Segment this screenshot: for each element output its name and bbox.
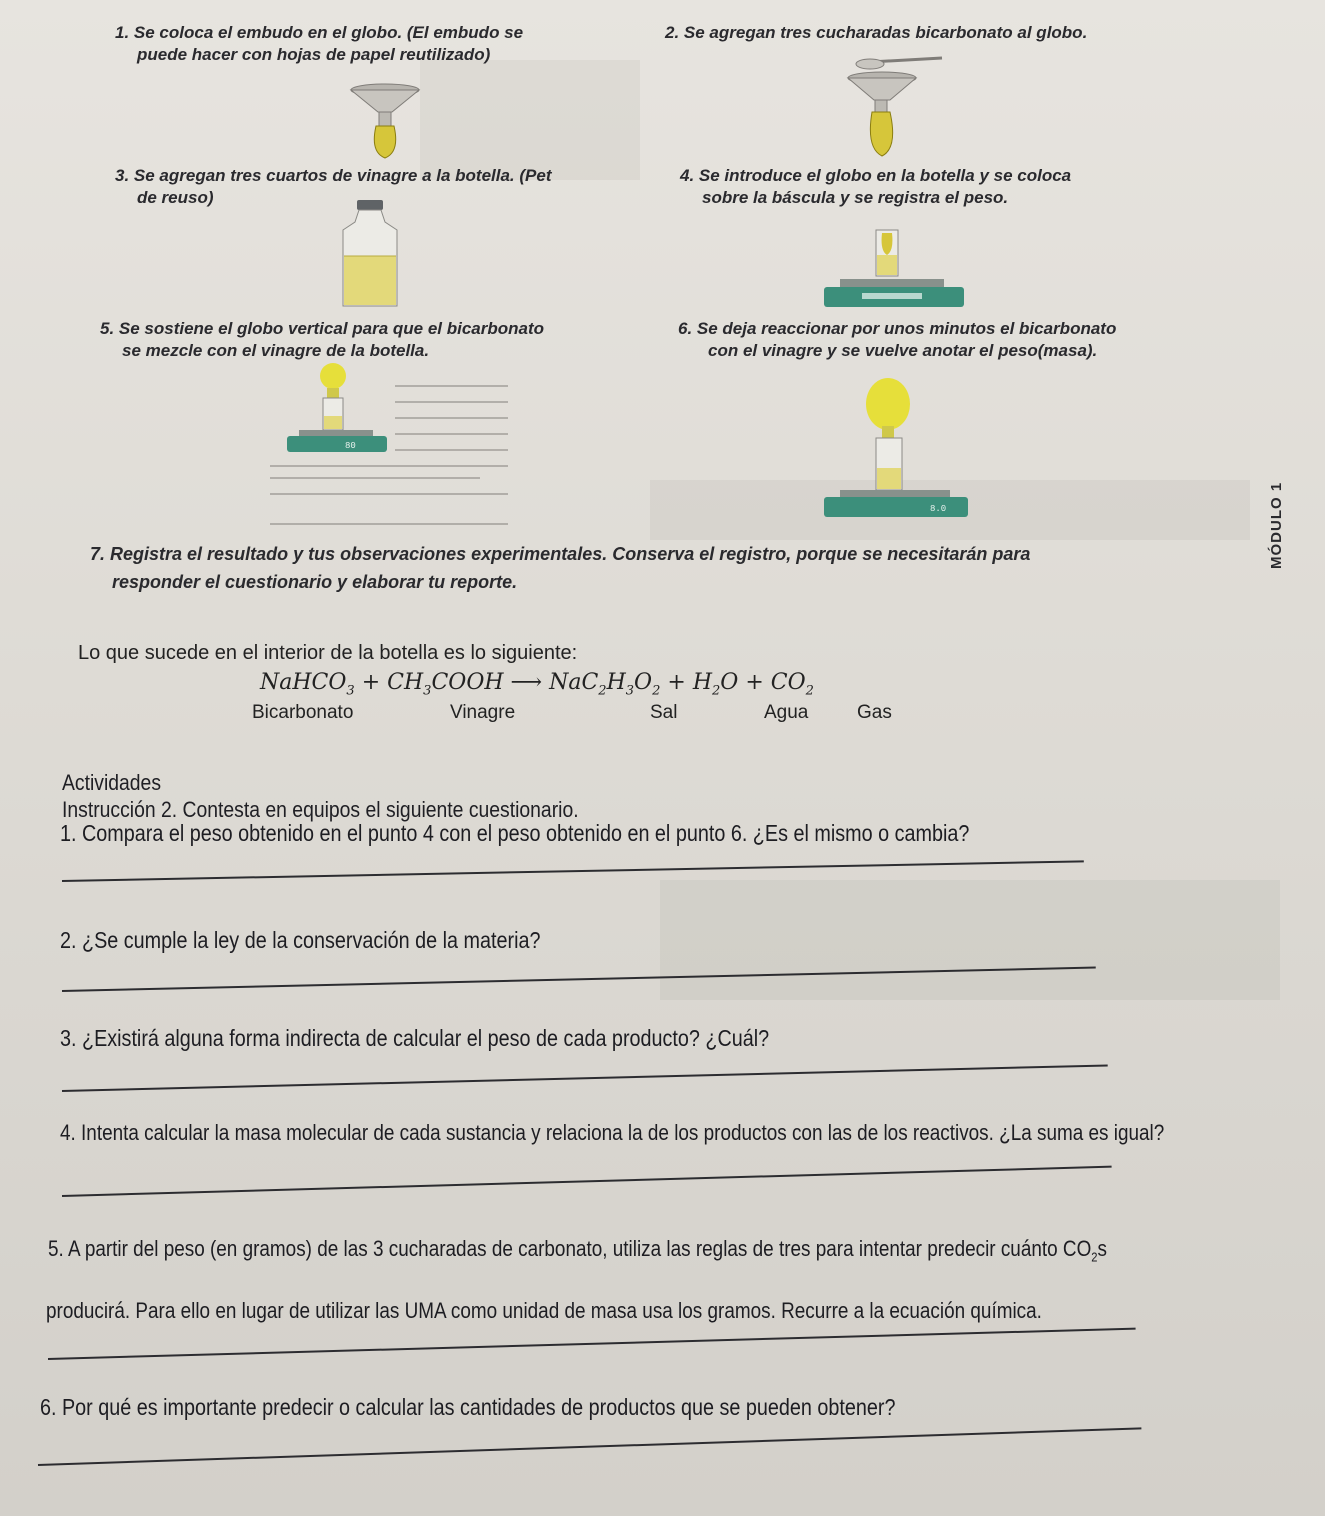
step-7-text: [90, 540, 1220, 596]
vinegar-bottle-illustration: [335, 200, 405, 310]
bottle-on-scale-illustration: [818, 225, 968, 317]
answer-line-1[interactable]: [62, 860, 1084, 882]
activities-title: Actividades: [62, 770, 162, 795]
product-3-subscript: 2: [805, 683, 814, 699]
show-through-texture: [420, 60, 640, 180]
instruction-2: Instrucción 2. Contesta en equipos el siguiente cuestionario.: [62, 797, 579, 822]
question-4: 4. Intenta calcular la masa molecular de cada sustancia y relaciona la de los productos con las de los reactivos. ¿La suma es igual?: [60, 1120, 1165, 1145]
reactant-2-part-b: COOH: [431, 670, 504, 695]
label-gas: Gas: [857, 702, 892, 723]
product-3-part-a: CO: [770, 670, 806, 695]
product-2-part-b: O: [720, 670, 739, 695]
step-2-line-1: 2. Se agregan tres cucharadas bicarbonato al globo.: [665, 23, 1088, 42]
step-3-line-2: de reuso): [137, 188, 214, 207]
step-4-text: [680, 165, 1200, 209]
co2-subscript: 2: [1091, 1249, 1098, 1265]
scale-readout-6: 8.0: [930, 504, 947, 514]
answer-line-3[interactable]: [62, 1064, 1108, 1092]
answer-line-5[interactable]: [48, 1328, 1136, 1360]
question-3: 3. ¿Existirá alguna forma indirecta de calcular el peso de cada producto? ¿Cuál?: [60, 1025, 770, 1051]
chemical-equation: NaHCO$_3$ + $CH_3COOH$ ⟶ $NaC_2H_3O_2 + H_2O + CO_2$: [260, 670, 814, 699]
reactant-1-subscript: 3: [346, 683, 355, 699]
reactant-1: NaHCO: [260, 670, 347, 695]
product-1-part-c: O: [634, 670, 653, 695]
product-1-subscript-3: 2: [652, 683, 661, 699]
step-6-line-2: con el vinagre y se vuelve anotar el peso(masa).: [708, 341, 1098, 360]
label-bicarbonato: Bicarbonato: [252, 702, 354, 723]
question-5-line-1: [48, 1236, 1107, 1264]
question-5-line-2: producirá. Para ello en lugar de utilizar las UMA como unidad de masa usa los gramos. Recurre a la ecuación química.: [46, 1298, 1042, 1323]
question-1: 1. Compara el peso obtenido en el punto 4 con el peso obtenido en el punto 6. ¿Es el mismo o cambia?: [60, 820, 970, 846]
step-2-text: [665, 22, 1185, 44]
step-3-line-1: 3. Se agregan tres cuartos de vinagre a la botella. (Pet: [115, 166, 552, 185]
label-vinagre: Vinagre: [450, 702, 516, 723]
product-1-part-a: NaC: [549, 670, 599, 695]
step-1-line-1: 1. Se coloca el embudo en el globo. (El embudo se: [115, 23, 524, 42]
answer-line-4[interactable]: [62, 1166, 1112, 1197]
question-6: 6. Por qué es importante predecir o calcular las cantidades de productos que se pueden obtener?: [40, 1394, 896, 1420]
step-6-text: [678, 318, 1238, 362]
reactant-2-subscript: 3: [423, 683, 432, 699]
reaction-arrow-icon: ⟶: [510, 670, 543, 695]
step-7-line-2: responder el cuestionario y elaborar tu reporte.: [112, 572, 518, 592]
product-1-subscript-2: 3: [625, 683, 635, 699]
show-through-texture: [660, 880, 1280, 1000]
step-5-text: [100, 318, 670, 362]
question-5-text: 5. A partir del peso (en gramos) de las 3 cucharadas de carbonato, utiliza las reglas de tres para intentar predecir cuánto CO: [48, 1236, 1092, 1261]
reactant-2-part-a: CH: [387, 670, 424, 695]
inflated-balloon-illustration: [820, 378, 970, 518]
step-4-line-1: 4. Se introduce el globo en la botella y se coloca: [680, 166, 1072, 185]
step-5-line-1: 5. Se sostiene el globo vertical para que el bicarbonato: [100, 319, 545, 338]
answer-line-6[interactable]: [38, 1427, 1141, 1466]
label-sal: Sal: [650, 702, 678, 723]
step-4-line-2: sobre la báscula y se registra el peso.: [702, 188, 1009, 207]
module-label: MÓDULO 1: [1268, 481, 1285, 569]
question-2: 2. ¿Se cumple la ley de la conservación de la materia?: [60, 927, 541, 953]
step-1-line-2: puede hacer con hojas de papel reutilizado): [137, 45, 491, 64]
step-6-line-1: 6. Se deja reaccionar por unos minutos el bicarbonato: [678, 319, 1117, 338]
step-7-line-1: 7. Registra el resultado y tus observaciones experimentales. Conserva el registro, porque se necesitarán para: [90, 544, 1031, 564]
product-1-part-b: H: [606, 670, 626, 695]
reaction-intro: Lo que sucede en el interior de la botella es lo siguiente:: [78, 642, 578, 664]
product-2-part-a: H: [692, 670, 712, 695]
product-2-subscript: 2: [712, 683, 721, 699]
step-5-line-2: se mezcle con el vinagre de la botella.: [122, 341, 430, 360]
question-5-tail: s: [1097, 1236, 1107, 1261]
step-1-text: [115, 22, 635, 66]
funnel-balloon-illustration: [340, 82, 430, 162]
observation-table-sketch: [270, 378, 510, 538]
funnel-spoon-illustration: [830, 52, 950, 162]
product-1-subscript-1: 2: [598, 683, 607, 699]
label-agua: Agua: [764, 702, 809, 723]
scale-readout-5: 80: [345, 441, 356, 451]
